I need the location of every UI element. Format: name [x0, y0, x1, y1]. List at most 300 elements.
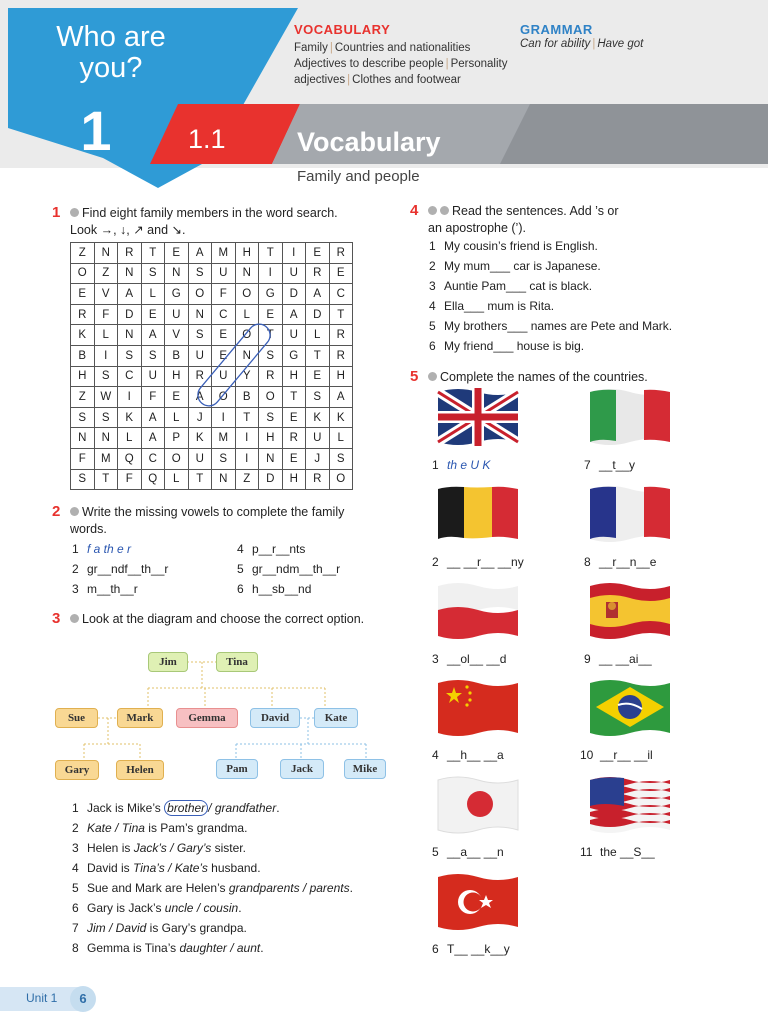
footer-unit-label: Unit 1: [26, 991, 58, 1005]
instruction-line: an apostrophe (’).: [428, 221, 526, 235]
flag-answer[interactable]: [432, 845, 504, 859]
exercise-2-number: 2: [52, 503, 61, 520]
word-search-cell[interactable]: N: [188, 304, 212, 325]
difficulty-dot-icon: [70, 614, 79, 623]
word-search-cell[interactable]: T: [94, 469, 118, 490]
word-search-cell[interactable]: H: [329, 366, 353, 387]
word-search-cell[interactable]: S: [118, 345, 142, 366]
item-number: 1: [432, 458, 439, 472]
word-search-cell[interactable]: D: [306, 304, 330, 325]
word-search-cell[interactable]: U: [212, 263, 236, 284]
word-search-cell[interactable]: E: [141, 304, 165, 325]
belgium-germany-flag-icon: [436, 483, 520, 545]
word-search-cell[interactable]: U: [212, 366, 236, 387]
word-search-cell[interactable]: M: [212, 243, 236, 264]
turkey-flag-icon: [436, 871, 520, 933]
word-search-cell[interactable]: Q: [141, 469, 165, 490]
word-search-cell[interactable]: S: [71, 469, 95, 490]
word-search-cell[interactable]: V: [94, 284, 118, 305]
ex4-item: [429, 339, 584, 353]
word-search-cell[interactable]: M: [212, 428, 236, 449]
word-search-cell[interactable]: R: [329, 243, 353, 264]
item-answer[interactable]: f a th e r: [87, 542, 132, 556]
word-search-cell[interactable]: T: [235, 407, 259, 428]
word-search-cell[interactable]: K: [306, 407, 330, 428]
word-search-cell[interactable]: I: [118, 387, 142, 408]
ex4-item: [429, 259, 601, 273]
ex4-item: [429, 239, 598, 253]
option-a[interactable]: brother: [164, 800, 208, 816]
word-search-cell[interactable]: S: [306, 387, 330, 408]
word-search-cell[interactable]: F: [118, 469, 142, 490]
word-search-cell[interactable]: E: [212, 345, 236, 366]
word-search-cell[interactable]: C: [118, 366, 142, 387]
item-text: __ol__ __d: [447, 652, 507, 666]
person-sue: Sue: [55, 708, 98, 728]
word-search-cell[interactable]: C: [141, 448, 165, 469]
item-text[interactable]: p__r__nts: [252, 542, 306, 556]
item-number: 5: [429, 319, 436, 333]
option-a[interactable]: Jack’s / Gary’s: [133, 841, 212, 855]
person-mike: Mike: [344, 759, 386, 779]
word-search-cell[interactable]: H: [259, 428, 283, 449]
ex2-item: [72, 582, 138, 596]
option-b[interactable]: grandfather: [214, 801, 277, 815]
word-search-cell[interactable]: U: [306, 428, 330, 449]
page-number: 6: [70, 986, 96, 1012]
word-search-cell[interactable]: S: [188, 325, 212, 346]
word-search-cell[interactable]: Z: [71, 387, 95, 408]
word-search-cell[interactable]: U: [188, 448, 212, 469]
item-number: 1: [72, 542, 79, 556]
option-a[interactable]: daughter / aunt: [179, 941, 261, 955]
ex3-item: [72, 801, 280, 815]
section-bar: [150, 104, 768, 168]
word-search-cell[interactable]: N: [165, 263, 189, 284]
word-search-cell[interactable]: T: [188, 469, 212, 490]
word-search-cell[interactable]: S: [94, 366, 118, 387]
instruction-line: Find eight family members in the word search.: [82, 206, 338, 220]
item-text: .: [349, 881, 353, 895]
item-text: T__ __k__y: [447, 942, 510, 956]
word-search-cell[interactable]: D: [282, 284, 306, 305]
word-search-cell[interactable]: C: [329, 284, 353, 305]
word-search-cell[interactable]: E: [329, 263, 353, 284]
word-search-cell[interactable]: U: [188, 345, 212, 366]
word-search-cell[interactable]: F: [212, 284, 236, 305]
item-text: __t__y: [599, 458, 636, 472]
item-number: 2: [72, 562, 79, 576]
item-text[interactable]: My cousin’s friend is English.: [444, 239, 598, 253]
item-text: husband.: [207, 861, 261, 875]
word-search-cell[interactable]: K: [188, 428, 212, 449]
word-search-cell[interactable]: S: [212, 448, 236, 469]
word-search-cell[interactable]: O: [259, 387, 283, 408]
word-search-cell[interactable]: I: [212, 407, 236, 428]
word-search-cell[interactable]: T: [259, 243, 283, 264]
person-gary: Gary: [55, 760, 99, 780]
word-search-cell[interactable]: U: [282, 325, 306, 346]
word-search-cell[interactable]: R: [329, 345, 353, 366]
word-search-cell[interactable]: E: [282, 407, 306, 428]
word-search-cell[interactable]: N: [259, 448, 283, 469]
word-search-row: [71, 428, 353, 449]
item-text[interactable]: My brothers___ names are Pete and Mark.: [444, 319, 673, 333]
word-search-cell[interactable]: E: [306, 243, 330, 264]
word-search-cell[interactable]: C: [212, 304, 236, 325]
word-search-cell[interactable]: D: [118, 304, 142, 325]
flag-answer[interactable]: [580, 845, 655, 859]
ex2-item: [237, 542, 305, 556]
item-number: 6: [237, 582, 244, 596]
item-text[interactable]: Ella___ mum is Rita.: [444, 299, 555, 313]
word-search-cell[interactable]: S: [259, 345, 283, 366]
word-search-cell[interactable]: L: [94, 325, 118, 346]
spain-flag-icon: [588, 580, 672, 642]
word-search-cell[interactable]: G: [165, 284, 189, 305]
word-search-cell[interactable]: A: [118, 284, 142, 305]
flag-answer[interactable]: [584, 652, 652, 666]
person-jim: Jim: [148, 652, 188, 672]
word-search-cell[interactable]: E: [165, 243, 189, 264]
word-search-cell[interactable]: E: [306, 366, 330, 387]
exercise-5-instruction: [428, 369, 648, 386]
word-search-cell[interactable]: L: [306, 325, 330, 346]
word-search-cell[interactable]: A: [306, 284, 330, 305]
flag-answer[interactable]: [584, 458, 635, 472]
word-search-cell[interactable]: T: [329, 304, 353, 325]
person-mark: Mark: [117, 708, 163, 728]
vocab-topic: Adjectives to describe people: [294, 58, 444, 70]
word-search-cell[interactable]: T: [306, 345, 330, 366]
word-search-cell[interactable]: K: [118, 407, 142, 428]
item-text: David is: [87, 861, 134, 875]
word-search-cell[interactable]: R: [306, 469, 330, 490]
word-search-cell[interactable]: E: [212, 325, 236, 346]
option-a[interactable]: Tina’s / Kate’s: [133, 861, 208, 875]
word-search-cell[interactable]: A: [141, 428, 165, 449]
item-text: __a__ __n: [447, 845, 504, 859]
person-helen: Helen: [116, 760, 164, 780]
word-search-cell[interactable]: O: [165, 448, 189, 469]
section-number: 1.1: [188, 124, 226, 154]
item-text[interactable]: Auntie Pam___ cat is black.: [444, 279, 593, 293]
item-number: 10: [580, 748, 594, 762]
flag-answer[interactable]: [432, 458, 490, 472]
uk-flag-icon: [436, 386, 520, 448]
flag-answer[interactable]: [432, 748, 504, 762]
item-text: Helen is: [87, 841, 134, 855]
word-search-cell[interactable]: A: [188, 243, 212, 264]
word-search-cell[interactable]: R: [306, 263, 330, 284]
word-search-cell[interactable]: R: [282, 428, 306, 449]
word-search-cell[interactable]: F: [141, 387, 165, 408]
exercise-5-number: 5: [410, 368, 419, 385]
item-number: 4: [237, 542, 244, 556]
word-search-cell[interactable]: O: [188, 284, 212, 305]
item-text: sister.: [211, 841, 246, 855]
word-search-cell[interactable]: L: [165, 407, 189, 428]
word-search-cell[interactable]: Q: [118, 448, 142, 469]
word-search-cell[interactable]: A: [329, 387, 353, 408]
item-number: 1: [429, 239, 436, 253]
poland-flag-icon: [436, 580, 520, 642]
item-text: __r__ __il: [600, 748, 653, 762]
word-search-cell[interactable]: A: [141, 407, 165, 428]
difficulty-dot-icon: [428, 372, 437, 381]
exercise-3-instruction: [70, 611, 370, 628]
word-search-cell[interactable]: K: [71, 325, 95, 346]
word-search-cell[interactable]: S: [188, 263, 212, 284]
person-tina: Tina: [216, 652, 258, 672]
option-a[interactable]: grandparents / parents: [228, 881, 350, 895]
china-flag-icon: [436, 677, 520, 739]
word-search-cell[interactable]: Z: [71, 243, 95, 264]
word-search-cell[interactable]: S: [259, 407, 283, 428]
exercise-2-instruction: [70, 504, 380, 538]
word-search-cell[interactable]: U: [165, 304, 189, 325]
item-text[interactable]: My friend___ house is big.: [444, 339, 585, 353]
word-search-cell[interactable]: Z: [235, 469, 259, 490]
item-text[interactable]: gr__ndf__th__r: [87, 562, 169, 576]
vocab-topic: Family: [294, 42, 328, 54]
word-search-cell[interactable]: L: [165, 469, 189, 490]
word-search-cell[interactable]: N: [235, 345, 259, 366]
item-text: __ __ai__: [599, 652, 652, 666]
word-search-cell[interactable]: G: [259, 284, 283, 305]
word-search-cell[interactable]: O: [235, 325, 259, 346]
word-search-cell[interactable]: H: [282, 366, 306, 387]
word-search-cell[interactable]: F: [94, 304, 118, 325]
item-text: __ __r__ __ny: [447, 555, 524, 569]
word-search-cell[interactable]: S: [71, 407, 95, 428]
item-number: 5: [72, 881, 79, 895]
word-search-cell[interactable]: O: [212, 387, 236, 408]
word-search-cell[interactable]: O: [71, 263, 95, 284]
ex4-item: [429, 319, 672, 333]
word-search-cell[interactable]: S: [329, 448, 353, 469]
option-a[interactable]: uncle / cousin: [164, 901, 239, 915]
item-text: .: [260, 941, 264, 955]
grammar-topics: Can for ability | Have got: [520, 38, 644, 50]
word-search-cell[interactable]: N: [71, 428, 95, 449]
ex3-item: [72, 921, 247, 935]
word-search-cell[interactable]: A: [188, 387, 212, 408]
person-gemma: Gemma: [176, 708, 238, 728]
word-search-cell[interactable]: F: [71, 448, 95, 469]
word-search-cell[interactable]: T: [282, 387, 306, 408]
word-search-cell[interactable]: O: [329, 469, 353, 490]
word-search-cell[interactable]: S: [141, 345, 165, 366]
word-search-cell[interactable]: E: [71, 284, 95, 305]
ex4-item: [429, 279, 592, 293]
item-number: 8: [72, 941, 79, 955]
word-search-cell[interactable]: G: [282, 345, 306, 366]
word-search-row: [71, 284, 353, 305]
item-text: __r__n__e: [599, 555, 657, 569]
item-number: 1: [72, 801, 79, 815]
word-search-cell[interactable]: L: [141, 284, 165, 305]
item-number: 7: [72, 921, 79, 935]
ex2-item: [72, 542, 131, 556]
word-search-cell[interactable]: R: [118, 243, 142, 264]
word-search-cell[interactable]: H: [282, 469, 306, 490]
word-search-cell[interactable]: R: [188, 366, 212, 387]
ex3-item: [72, 941, 264, 955]
word-search-row: [71, 469, 353, 490]
difficulty-dot-icon: [70, 507, 79, 516]
unit-title: Who are you?: [56, 21, 166, 84]
word-search-cell[interactable]: L: [235, 304, 259, 325]
word-search-cell[interactable]: E: [282, 448, 306, 469]
item-answer: th e U K: [447, 458, 491, 472]
word-search-cell[interactable]: E: [165, 387, 189, 408]
exercise-3-number: 3: [52, 610, 61, 627]
exercise-1-instruction: [70, 205, 338, 239]
ex2-item: [237, 582, 311, 596]
word-search-cell[interactable]: P: [165, 428, 189, 449]
word-search-cell[interactable]: S: [94, 407, 118, 428]
flag-answer[interactable]: [432, 652, 506, 666]
ex3-item: [72, 881, 353, 895]
item-number: 2: [429, 259, 436, 273]
instruction-line: Complete the names of the countries.: [440, 370, 648, 384]
ex2-item: [237, 562, 340, 576]
word-search-cell[interactable]: T: [141, 243, 165, 264]
word-search-cell[interactable]: U: [282, 263, 306, 284]
difficulty-dot-icon: [440, 206, 449, 215]
section-subtitle: Family and people: [297, 168, 420, 185]
item-number: 4: [429, 299, 436, 313]
item-number: 7: [584, 458, 591, 472]
japan-flag-icon: [436, 774, 520, 836]
word-search-cell[interactable]: B: [71, 345, 95, 366]
word-search-cell[interactable]: J: [306, 448, 330, 469]
flag-answer[interactable]: [432, 942, 510, 956]
ex4-item: [429, 299, 554, 313]
item-text: Jack is Mike’s: [87, 801, 165, 815]
word-search-cell[interactable]: L: [329, 428, 353, 449]
word-search-cell[interactable]: B: [165, 345, 189, 366]
word-search-cell[interactable]: I: [282, 243, 306, 264]
item-text: .: [238, 901, 242, 915]
word-search-cell[interactable]: I: [235, 428, 259, 449]
flag-answer[interactable]: [584, 555, 656, 569]
word-search-cell[interactable]: A: [141, 325, 165, 346]
word-search-cell[interactable]: R: [71, 304, 95, 325]
person-pam: Pam: [216, 759, 258, 779]
person-david: David: [250, 708, 300, 728]
word-search-cell[interactable]: I: [259, 263, 283, 284]
word-search-row: [71, 263, 353, 284]
italy-flag-icon: [588, 386, 672, 448]
person-kate: Kate: [314, 708, 358, 728]
word-search-answer-circle: [196, 319, 286, 419]
word-search-cell[interactable]: O: [235, 284, 259, 305]
word-search-cell[interactable]: W: [94, 387, 118, 408]
section-title: Vocabulary: [297, 127, 441, 157]
item-number: 4: [432, 748, 439, 762]
word-search-cell[interactable]: H: [165, 366, 189, 387]
brazil-flag-icon: [588, 677, 672, 739]
vocabulary-heading: VOCABULARY: [294, 22, 391, 37]
word-search-cell[interactable]: I: [94, 345, 118, 366]
word-search-cell[interactable]: K: [329, 407, 353, 428]
word-search-cell[interactable]: D: [259, 469, 283, 490]
item-number: 2: [432, 555, 439, 569]
option-a[interactable]: Kate / Tina: [87, 821, 145, 835]
word-search-cell[interactable]: J: [188, 407, 212, 428]
word-search-cell[interactable]: Z: [94, 263, 118, 284]
word-search-cell[interactable]: N: [235, 263, 259, 284]
item-text: __h__ __a: [447, 748, 504, 762]
item-text[interactable]: h__sb__nd: [252, 582, 312, 596]
word-search-cell[interactable]: N: [94, 243, 118, 264]
word-search-cell[interactable]: E: [259, 304, 283, 325]
item-text[interactable]: m__th__r: [87, 582, 138, 596]
word-search-cell[interactable]: Y: [235, 366, 259, 387]
usa-flag-icon: [588, 774, 672, 836]
word-search-cell[interactable]: N: [212, 469, 236, 490]
item-text: Sue and Mark are Helen’s: [87, 881, 229, 895]
item-number: 6: [72, 901, 79, 915]
item-number: 6: [432, 942, 439, 956]
word-search-cell[interactable]: N: [118, 325, 142, 346]
grammar-topic: Have got: [597, 38, 644, 50]
item-text[interactable]: My mum___ car is Japanese.: [444, 259, 601, 273]
word-search-cell[interactable]: T: [259, 325, 283, 346]
word-search-cell[interactable]: B: [235, 387, 259, 408]
ex2-item: [72, 562, 168, 576]
item-number: 11: [580, 845, 593, 859]
word-search-cell[interactable]: M: [94, 448, 118, 469]
item-text[interactable]: gr__ndm__th__r: [252, 562, 341, 576]
ex3-item: [72, 901, 242, 915]
option-a[interactable]: Jim / David: [87, 921, 147, 935]
item-number: 3: [429, 279, 436, 293]
vocabulary-topics: Family | Countries and nationalities Adjectives to describe people | Personality adjectives | Clothes and footwear: [294, 42, 508, 86]
word-search-cell[interactable]: R: [259, 366, 283, 387]
item-number: 8: [584, 555, 591, 569]
word-search-cell[interactable]: N: [94, 428, 118, 449]
word-search-cell[interactable]: V: [165, 325, 189, 346]
flag-answer[interactable]: [432, 555, 524, 569]
word-search-cell[interactable]: S: [141, 263, 165, 284]
item-text: .: [276, 801, 280, 815]
exercise-4-instruction: [428, 203, 619, 237]
vocab-topic: Clothes and footwear: [352, 74, 461, 86]
ex3-item: [72, 821, 247, 835]
word-search-cell[interactable]: A: [282, 304, 306, 325]
option-separator: /: [208, 801, 215, 815]
word-search-cell[interactable]: L: [118, 428, 142, 449]
difficulty-dot-icon: [428, 206, 437, 215]
word-search-row: [71, 243, 353, 264]
word-search-cell[interactable]: R: [329, 325, 353, 346]
item-number: 4: [72, 861, 79, 875]
word-search-cell[interactable]: I: [235, 448, 259, 469]
flag-answer[interactable]: [580, 748, 653, 762]
item-number: 9: [584, 652, 591, 666]
word-search-cell[interactable]: H: [71, 366, 95, 387]
word-search-cell[interactable]: N: [118, 263, 142, 284]
item-text: Gary is Jack’s: [87, 901, 165, 915]
grammar-topic: Can for ability: [520, 38, 591, 50]
word-search-cell[interactable]: U: [141, 366, 165, 387]
word-search-cell[interactable]: H: [235, 243, 259, 264]
item-number: 3: [72, 582, 79, 596]
instruction-line: Look →, ↓, ↗ and ↘.: [70, 223, 186, 237]
